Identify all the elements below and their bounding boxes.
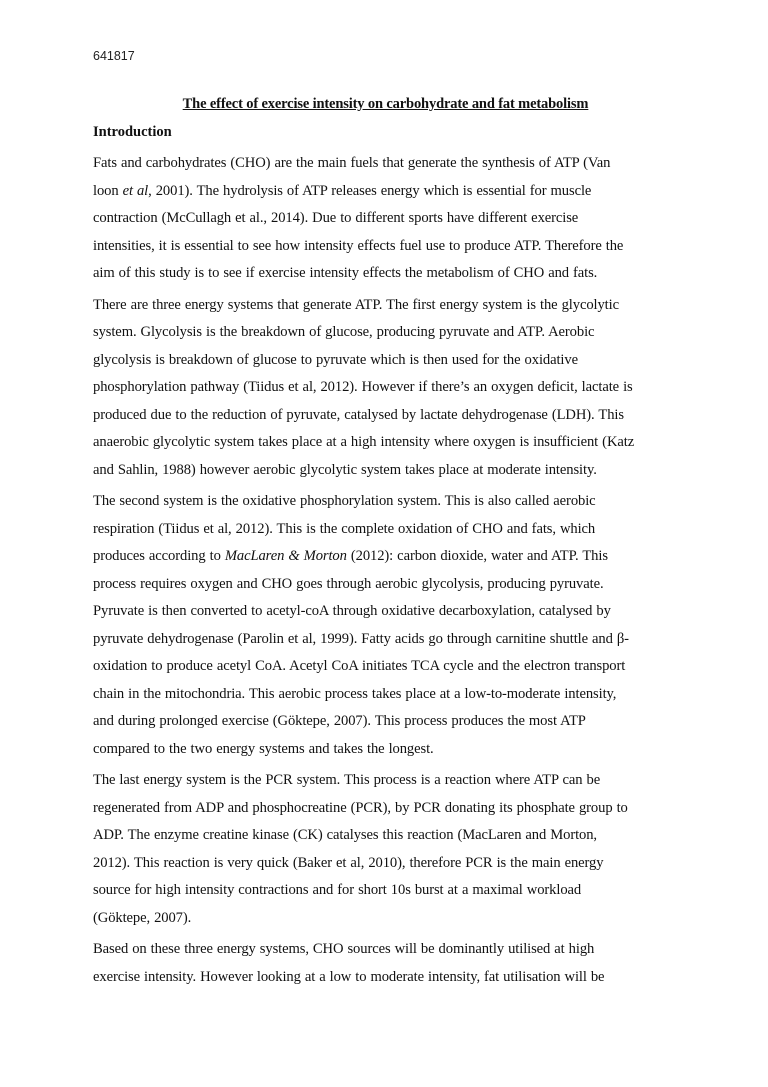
text-line xyxy=(93,178,683,206)
text-segment: respiration (Tiidus et al, 2012). This is the complete oxidation of CHO and fats, which xyxy=(93,520,596,537)
text-line xyxy=(93,260,683,288)
text-line xyxy=(93,598,683,626)
text-segment: The second system is the oxidative phosphorylation system. This is also called aerobic xyxy=(93,493,596,509)
text-line xyxy=(93,708,683,736)
paragraph xyxy=(93,292,683,485)
text-segment: phosphorylation pathway (Tiidus et al, 2012). However if there’s an oxygen deficit, lactate is xyxy=(93,379,633,395)
text-segment: produces according to xyxy=(93,548,225,564)
text-line xyxy=(93,205,683,233)
text-line xyxy=(93,822,683,850)
text-line xyxy=(93,543,683,571)
body-text xyxy=(93,150,683,995)
text-segment: anaerobic glycolytic system takes place at a high intensity where oxygen is insufficient (Katz xyxy=(93,434,635,450)
text-segment: and Sahlin, 1988) however aerobic glycolytic system takes place at moderate intensity. xyxy=(93,461,597,478)
text-segment: aim of this study is to see if exercise intensity effects the metabolism of CHO and fats. xyxy=(93,265,598,281)
text-segment: (Göktepe, 2007). xyxy=(93,909,192,926)
text-segment: (2012): carbon dioxide, water and ATP. This xyxy=(346,548,608,564)
text-segment: pyruvate dehydrogenase (Parolin et al, 1999). Fatty acids go through carnitine shuttle and β- xyxy=(93,630,629,647)
text-segment: loon xyxy=(93,182,123,199)
text-line xyxy=(93,488,683,516)
text-line xyxy=(93,347,683,375)
text-segment: Pyruvate is then converted to acetyl-coA through oxidative decarboxylation, catalysed by xyxy=(93,603,611,619)
paragraph xyxy=(93,150,683,288)
text-line xyxy=(93,681,683,709)
text-line xyxy=(93,571,683,599)
text-line xyxy=(93,626,683,654)
text-line xyxy=(93,877,683,905)
text-line xyxy=(93,429,683,457)
text-segment: process requires oxygen and CHO goes through aerobic glycolysis, producing pyruvate. xyxy=(93,575,604,592)
text-line xyxy=(93,767,683,795)
text-segment: intensities, it is essential to see how intensity effects fuel use to produce ATP. Therefore the xyxy=(93,237,624,254)
text-segment: Fats and carbohydrates (CHO) are the main fuels that generate the synthesis of ATP (Van xyxy=(93,155,611,171)
paragraph xyxy=(93,767,683,932)
text-line xyxy=(93,457,683,485)
student-id: 641817 xyxy=(93,49,135,63)
text-segment: glycolysis is breakdown of glucose to pyruvate which is then used for the oxidative xyxy=(93,351,578,368)
italic-text: et al xyxy=(122,182,149,199)
text-segment: regenerated from ADP and phosphocreatine (PCR), by PCR donating its phosphate group to xyxy=(93,799,628,816)
text-line xyxy=(93,736,683,764)
text-segment: ADP. The enzyme creatine kinase (CK) catalyses this reaction (MacLaren and Morton, xyxy=(93,827,597,843)
text-segment: produced due to the reduction of pyruvate, catalysed by lactate dehydrogenase (LDH). This xyxy=(93,406,624,423)
text-segment: and during prolonged exercise (Göktepe, 2007). This process produces the most ATP xyxy=(93,713,586,729)
text-line xyxy=(93,936,683,964)
text-segment: 2012). This reaction is very quick (Baker et al, 2010), therefore PCR is the main energy xyxy=(93,854,604,871)
paragraph xyxy=(93,488,683,763)
italic-text: MacLaren & Morton xyxy=(224,548,347,564)
document-title: The effect of exercise intensity on carbohydrate and fat metabolism xyxy=(182,96,589,112)
text-line xyxy=(93,319,683,347)
section-heading: Introduction xyxy=(93,124,172,140)
text-segment: oxidation to produce acetyl CoA. Acetyl CoA initiates TCA cycle and the electron transport xyxy=(93,658,626,674)
text-segment: system. Glycolysis is the breakdown of glucose, producing pyruvate and ATP. Aerobic xyxy=(93,324,595,340)
text-segment: chain in the mitochondria. This aerobic process takes place at a low-to-moderate intensity, xyxy=(93,685,617,702)
text-segment: The last energy system is the PCR system. This process is a reaction where ATP can be xyxy=(93,772,601,788)
text-line xyxy=(93,964,683,992)
text-line xyxy=(93,374,683,402)
text-segment: There are three energy systems that generate ATP. The first energy system is the glycolytic xyxy=(93,296,619,313)
text-line xyxy=(93,850,683,878)
text-line xyxy=(93,402,683,430)
text-segment: exercise intensity. However looking at a low to moderate intensity, fat utilisation will be xyxy=(93,968,605,985)
text-line xyxy=(93,795,683,823)
text-segment: contraction (McCullagh et al., 2014). Due to different sports have different exercise xyxy=(93,210,579,226)
text-line xyxy=(93,653,683,681)
text-line xyxy=(93,292,683,320)
text-segment: compared to the two energy systems and takes the longest. xyxy=(93,740,434,757)
text-segment: source for high intensity contractions and for short 10s burst at a maximal workload xyxy=(93,882,582,898)
paragraph xyxy=(93,936,683,991)
text-line xyxy=(93,905,683,933)
text-line xyxy=(93,233,683,261)
text-segment: , 2001). The hydrolysis of ATP releases energy which is essential for muscle xyxy=(148,182,592,199)
text-segment: Based on these three energy systems, CHO sources will be dominantly utilised at high xyxy=(93,941,595,957)
text-line xyxy=(93,150,683,178)
text-line xyxy=(93,516,683,544)
